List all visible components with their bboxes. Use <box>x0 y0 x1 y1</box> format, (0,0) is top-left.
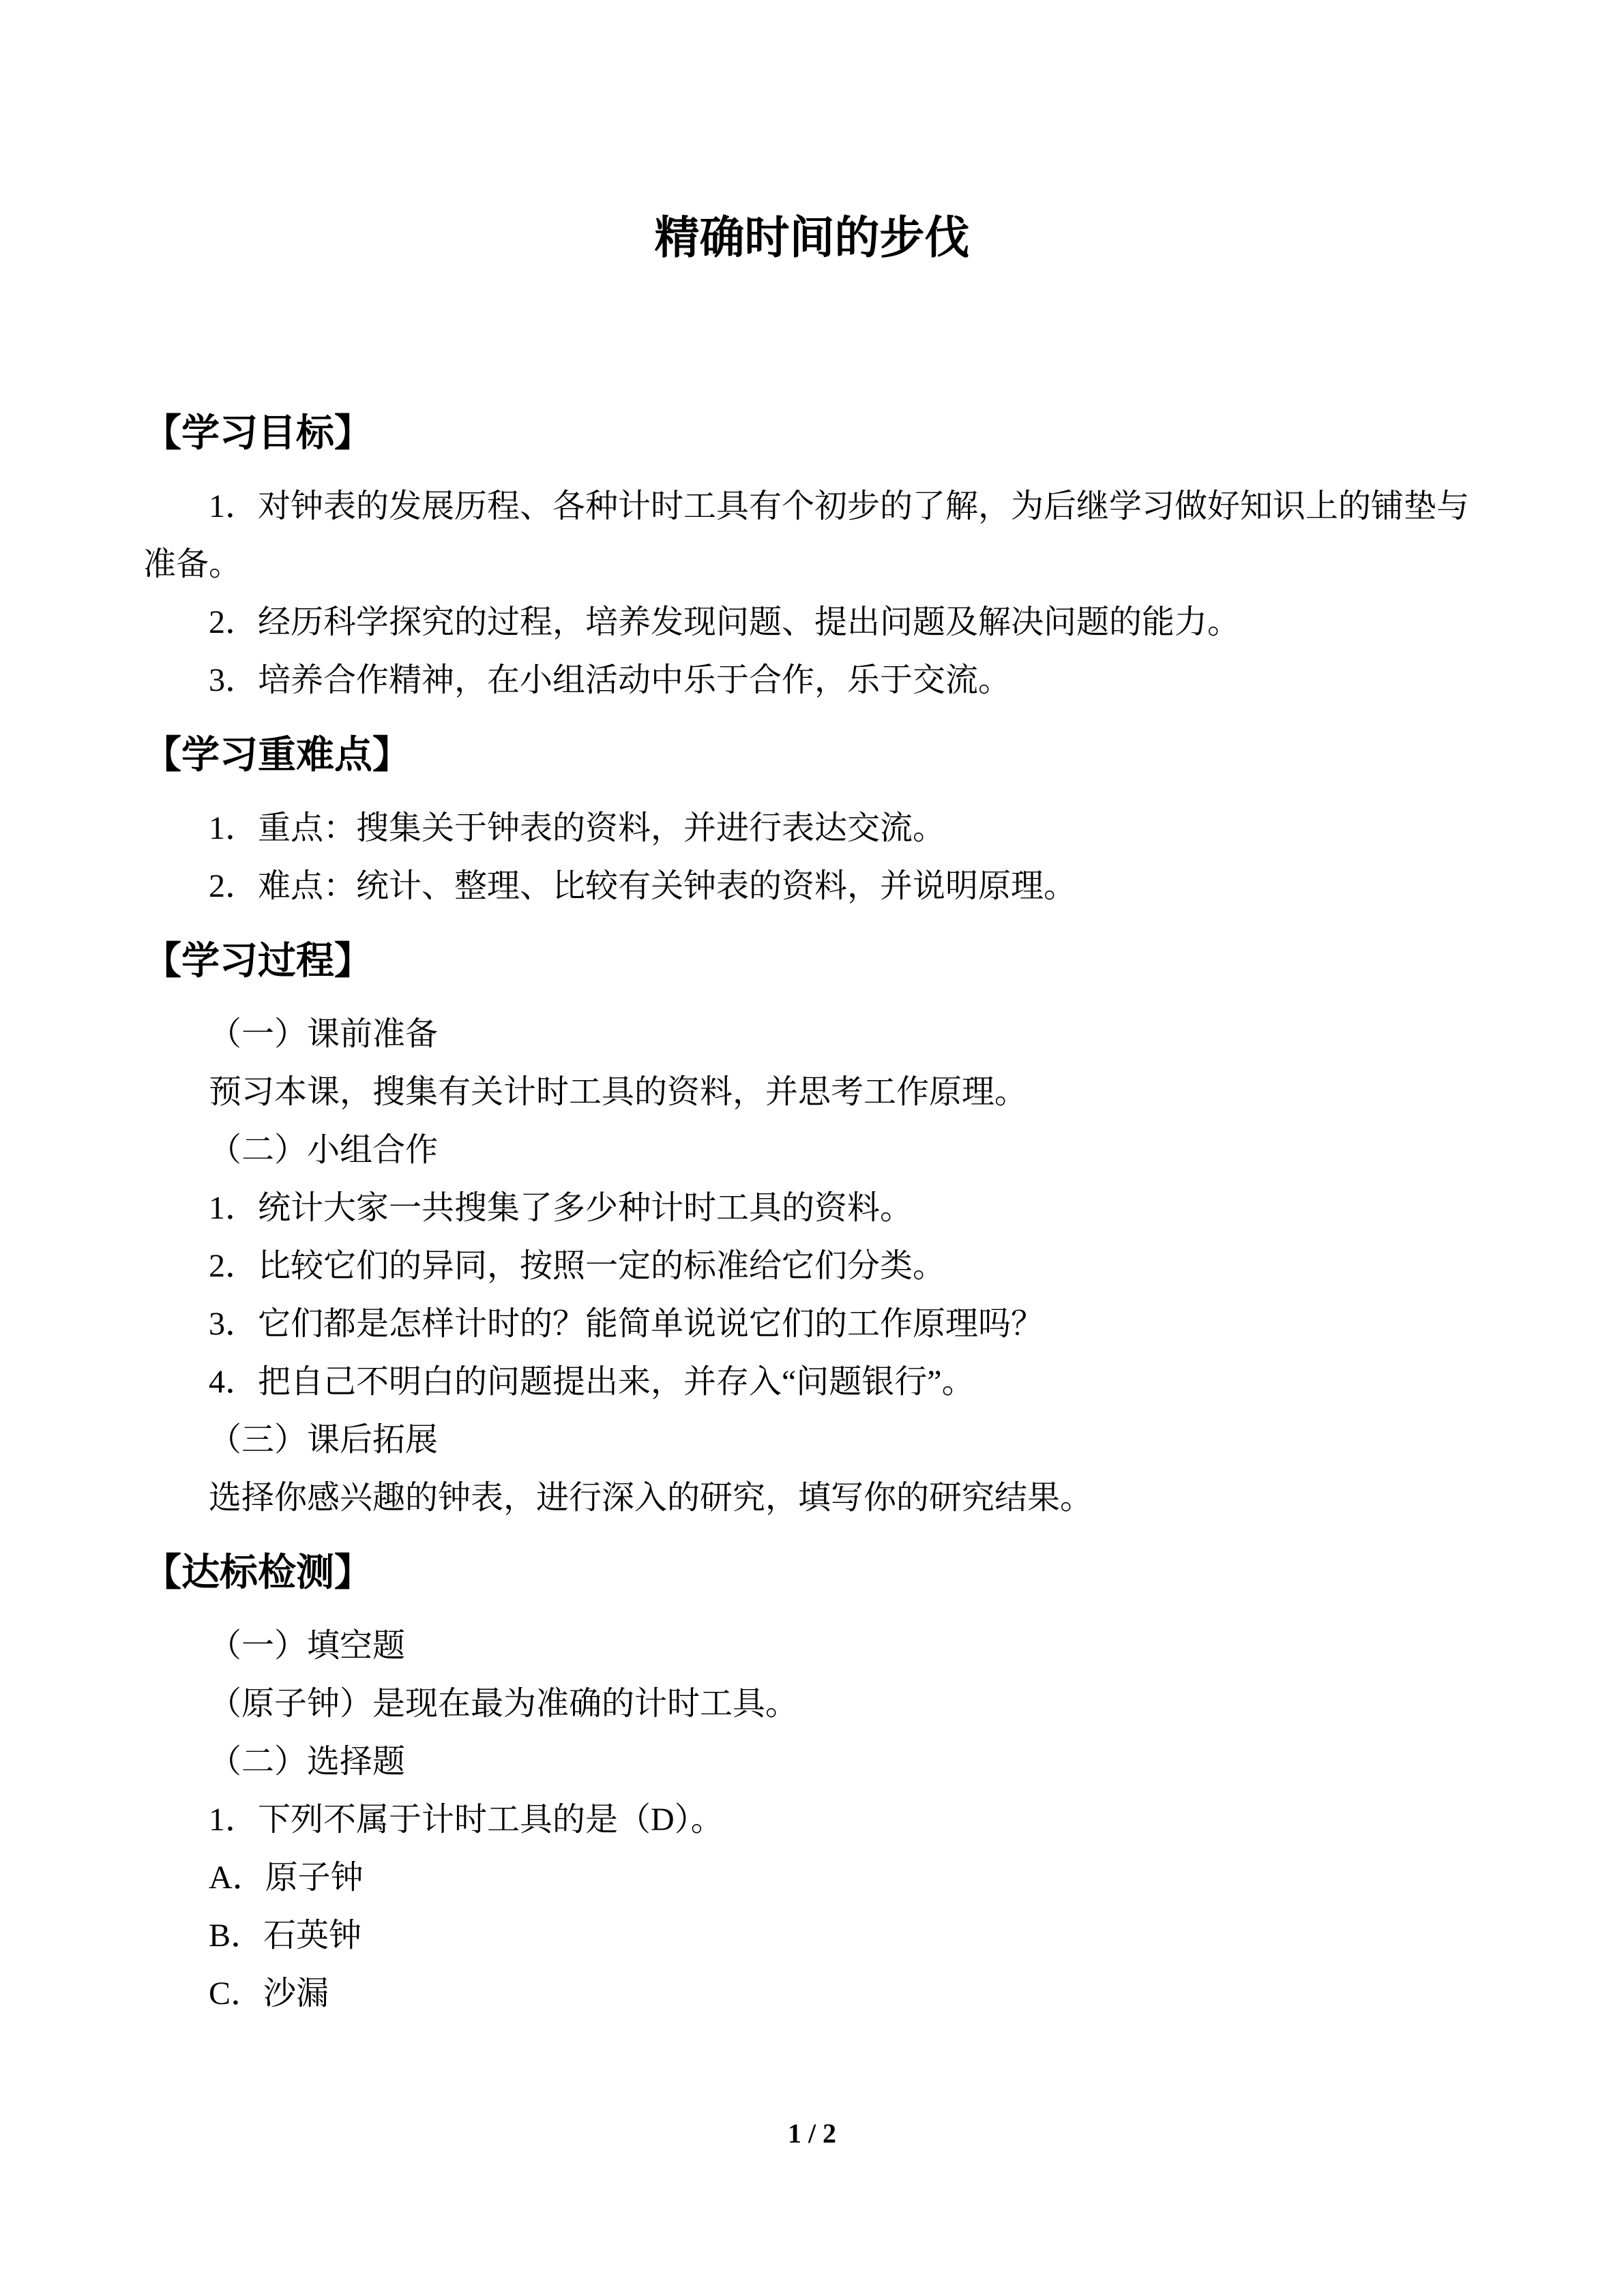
section-heading: 【学习目标】 <box>143 413 372 455</box>
body-line: （原子钟）是现在最为准确的计时工具。 <box>209 1686 799 1722</box>
document-body <box>143 401 1481 2023</box>
body-line: （三）课后拓展 <box>209 1422 439 1458</box>
section-heading: 【达标检测】 <box>143 1552 372 1594</box>
section-heading: 【学习过程】 <box>143 940 372 983</box>
body-line: 1．重点：搜集关于钟表的资料，并进行表达交流。 <box>209 810 946 846</box>
body-line: C．沙漏 <box>209 1976 329 2012</box>
body-line: 2．经历科学探究的过程，培养发现问题、提出问题及解决问题的能力。 <box>209 604 1241 640</box>
body-line: 1．下列不属于计时工具的是（D）。 <box>209 1802 724 1838</box>
body-line: 选择你感兴趣的钟表，进行深入的研究，填写你的研究结果。 <box>209 1480 1093 1516</box>
body-line: 3．培养合作精神，在小组活动中乐于合作，乐于交流。 <box>209 662 1012 698</box>
page-number: 1 / 2 <box>787 2118 837 2149</box>
body-line: 预习本课，搜集有关计时工具的资料，并思考工作原理。 <box>209 1074 1028 1110</box>
body-line: （二）选择题 <box>209 1744 406 1780</box>
body-line: B．石英钟 <box>209 1918 362 1954</box>
body-line: A．原子钟 <box>209 1860 364 1896</box>
body-line: 1．统计大家一共搜集了多少种计时工具的资料。 <box>209 1190 913 1226</box>
document-title: 精确时间的步伐 <box>654 213 970 263</box>
body-line: （一）填空题 <box>209 1628 406 1664</box>
body-line: 2．比较它们的异同，按照一定的标准给它们分类。 <box>209 1248 946 1284</box>
body-line: （二）小组合作 <box>209 1132 439 1168</box>
body-line: 2．难点：统计、整理、比较有关钟表的资料，并说明原理。 <box>209 868 1077 904</box>
body-line: （一）课前准备 <box>209 1016 439 1052</box>
section-heading: 【学习重难点】 <box>143 734 411 777</box>
body-line: 准备。 <box>143 546 242 582</box>
body-line: 4．把自己不明白的问题提出来，并存入“问题银行”。 <box>209 1364 975 1400</box>
body-line: 1．对钟表的发展历程、各种计时工具有个初步的了解，为后继学习做好知识上的铺垫与 <box>209 488 1470 524</box>
body-line: 3．它们都是怎样计时的？能简单说说它们的工作原理吗？ <box>209 1306 1044 1342</box>
